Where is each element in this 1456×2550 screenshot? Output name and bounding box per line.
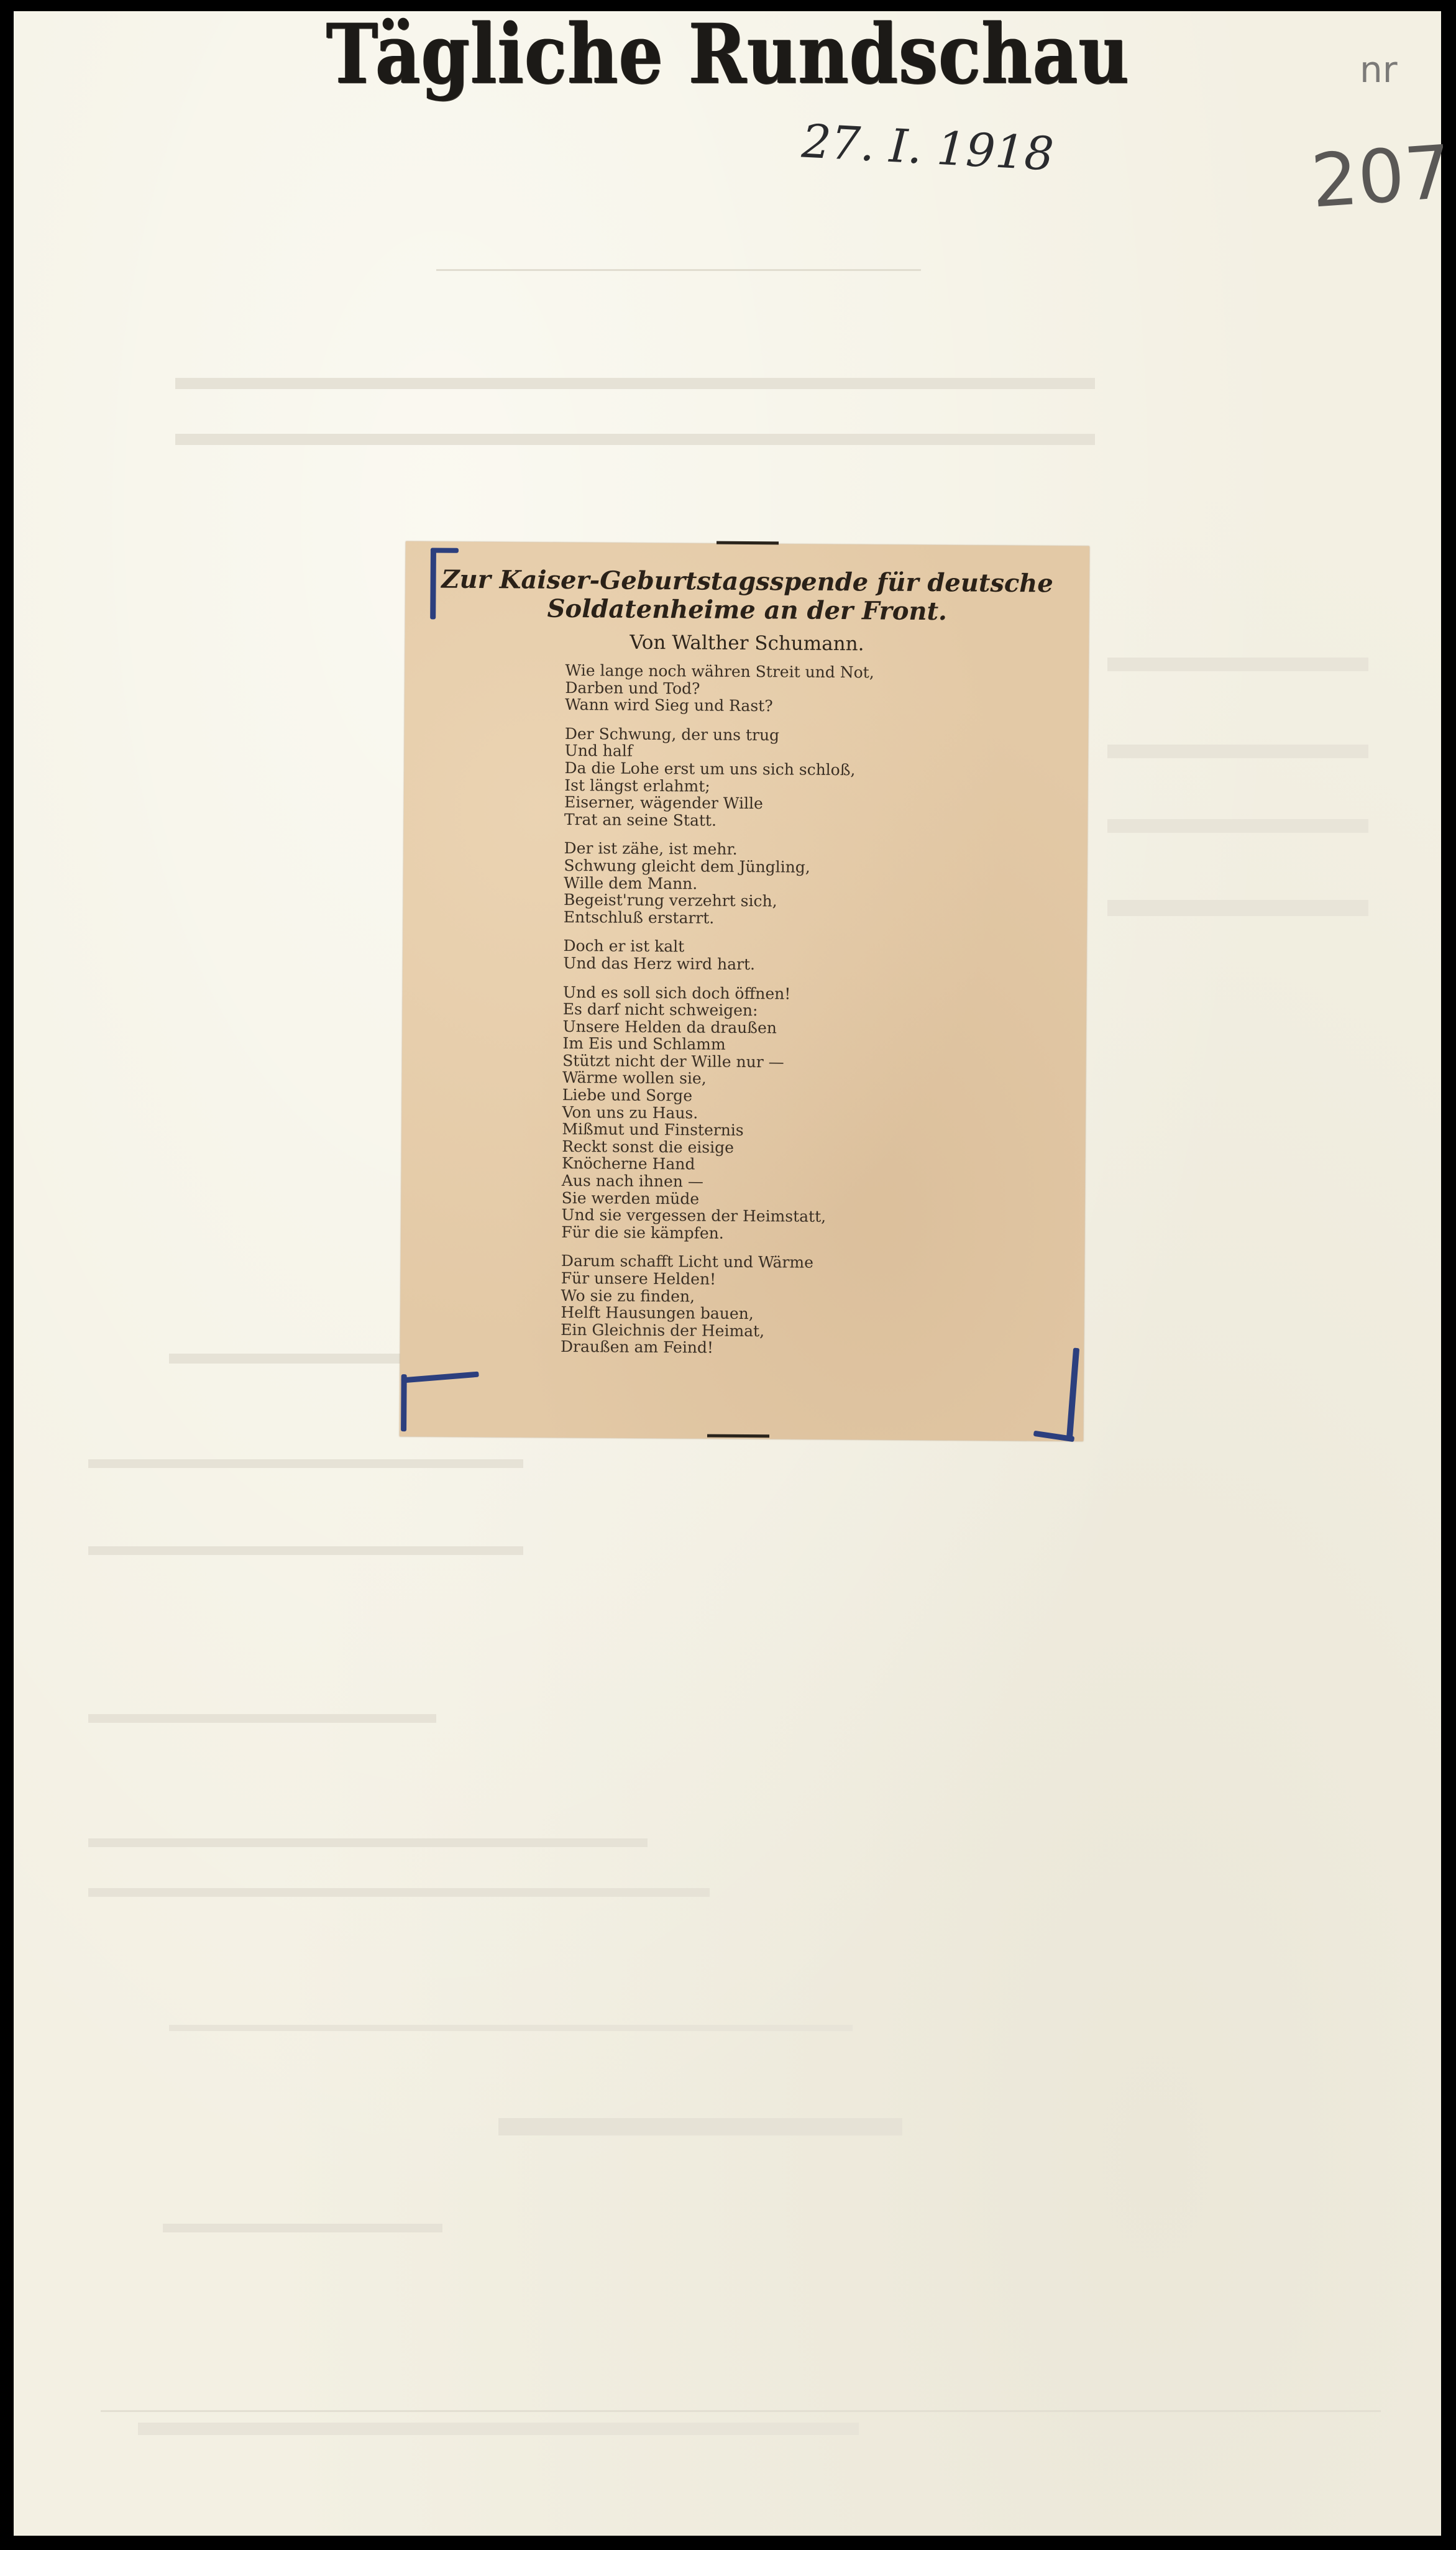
poem-line: Doch er ist kalt [563, 937, 685, 956]
clipping-title [430, 565, 1065, 626]
poem-line: Helft Hausungen bauen, [561, 1303, 754, 1323]
corner-mark-top-left [431, 548, 459, 553]
bleed-through-rule [88, 1714, 436, 1723]
poem-line: Unsere Helden da draußen [562, 1017, 777, 1037]
poem-line: Entschluß erstarrt. [563, 907, 715, 927]
corner-mark-top-left [430, 548, 436, 619]
bleed-through-rule [175, 378, 1095, 389]
poem-line: Trat an seine Statt. [564, 810, 717, 830]
poem-line: Draußen am Feind! [560, 1337, 714, 1357]
bleed-through-rule [1107, 900, 1368, 916]
bleed-through-rule [88, 1546, 523, 1555]
poem-line: Und sie vergessen der Heimstatt, [561, 1206, 826, 1226]
poem-line: Reckt sonst die eisige [562, 1137, 735, 1157]
newspaper-clipping [400, 541, 1089, 1441]
poem-line: Da die Lohe erst um uns sich schloß, [564, 758, 856, 779]
clipping-author: Von Walther Schumann. [630, 631, 864, 656]
poem-line: Und half [564, 741, 633, 761]
poem-line: Wie lange noch währen Streit und Not, [565, 661, 874, 682]
poem-line: Darum schafft Licht und Wärme [561, 1252, 814, 1272]
poem-line: Ist längst erlahmt; [564, 776, 710, 796]
bleed-through-rule [1107, 658, 1368, 671]
poem-line: Wann wird Sieg und Rast? [565, 695, 773, 715]
poem-stanza [564, 840, 1061, 929]
corner-mark-bottom-right [1066, 1348, 1079, 1440]
poem-line: Stützt nicht der Wille nur — [562, 1051, 784, 1071]
poem-stanza [565, 662, 1063, 717]
poem-line: Knöcherne Hand [561, 1154, 695, 1173]
poem-line: Mißmut und Finsternis [562, 1120, 744, 1140]
bleed-through-rule [138, 2423, 859, 2435]
handwritten-date: 27. I. 1918 [800, 114, 1055, 181]
poem-stanza [561, 1252, 1058, 1359]
poem-line: Eiserner, wägender Wille [564, 793, 763, 813]
poem-line: Wille dem Mann. [564, 873, 698, 892]
poem-line: Von uns zu Haus. [562, 1103, 698, 1122]
poem-line: Darben und Tod? [565, 678, 700, 698]
poem-body [561, 662, 1063, 1371]
poem-line: Liebe und Sorge [562, 1086, 693, 1105]
bleed-through-rule [498, 2118, 902, 2135]
bleed-through-rule [169, 1354, 405, 1364]
poem-line: Sie werden müde [561, 1188, 700, 1208]
bleed-through-rule [88, 1459, 523, 1468]
poem-line: Und es soll sich doch öffnen! [562, 983, 791, 1003]
clipping-bottom-rule [707, 1434, 769, 1438]
corner-mark-bottom-left [401, 1372, 478, 1383]
handwritten-nr-label: nr [1360, 48, 1398, 91]
poem-line: Der ist zähe, ist mehr. [564, 839, 738, 859]
poem-stanza [564, 725, 1062, 832]
newspaper-masthead: Tägliche Rundschau [326, 6, 1130, 103]
bleed-through-rule [1107, 745, 1368, 758]
bleed-through-rule [175, 434, 1095, 445]
poem-line: Im Eis und Schlamm [562, 1034, 726, 1054]
clipping-title-line: Zur Kaiser-Geburtstagsspende für deutsche [441, 564, 1053, 599]
poem-line: Aus nach ihnen — [561, 1171, 703, 1191]
poem-line: Und das Herz wird hart. [563, 953, 756, 974]
bleed-through-rule [88, 1888, 710, 1897]
poem-line: Der Schwung, der uns trug [564, 724, 780, 745]
poem-stanza [561, 983, 1060, 1244]
handwritten-archive-number: 207 [1308, 129, 1454, 224]
bleed-through-rule [88, 1838, 648, 1847]
poem-line: Für unsere Helden! [561, 1268, 717, 1288]
clipping-top-rule [717, 541, 779, 545]
poem-stanza [563, 937, 1060, 975]
bleed-through-rule [163, 2224, 442, 2232]
clipping-title-line: Soldatenheime an der Front. [547, 594, 948, 626]
poem-line: Schwung gleicht dem Jüngling, [564, 856, 810, 876]
poem-line: Wo sie zu finden, [561, 1286, 695, 1306]
poem-line: Wärme wollen sie, [562, 1068, 707, 1088]
bleed-through-rule [436, 269, 921, 271]
poem-line: Begeist'rung verzehrt sich, [563, 891, 777, 910]
poem-line: Für die sie kämpfen. [561, 1222, 724, 1242]
poem-line: Ein Gleichnis der Heimat, [561, 1320, 765, 1341]
poem-line: Es darf nicht schweigen: [562, 1000, 758, 1020]
bleed-through-rule [1107, 819, 1368, 833]
bleed-through-rule [169, 2025, 853, 2031]
bleed-through-rule [101, 2410, 1381, 2412]
